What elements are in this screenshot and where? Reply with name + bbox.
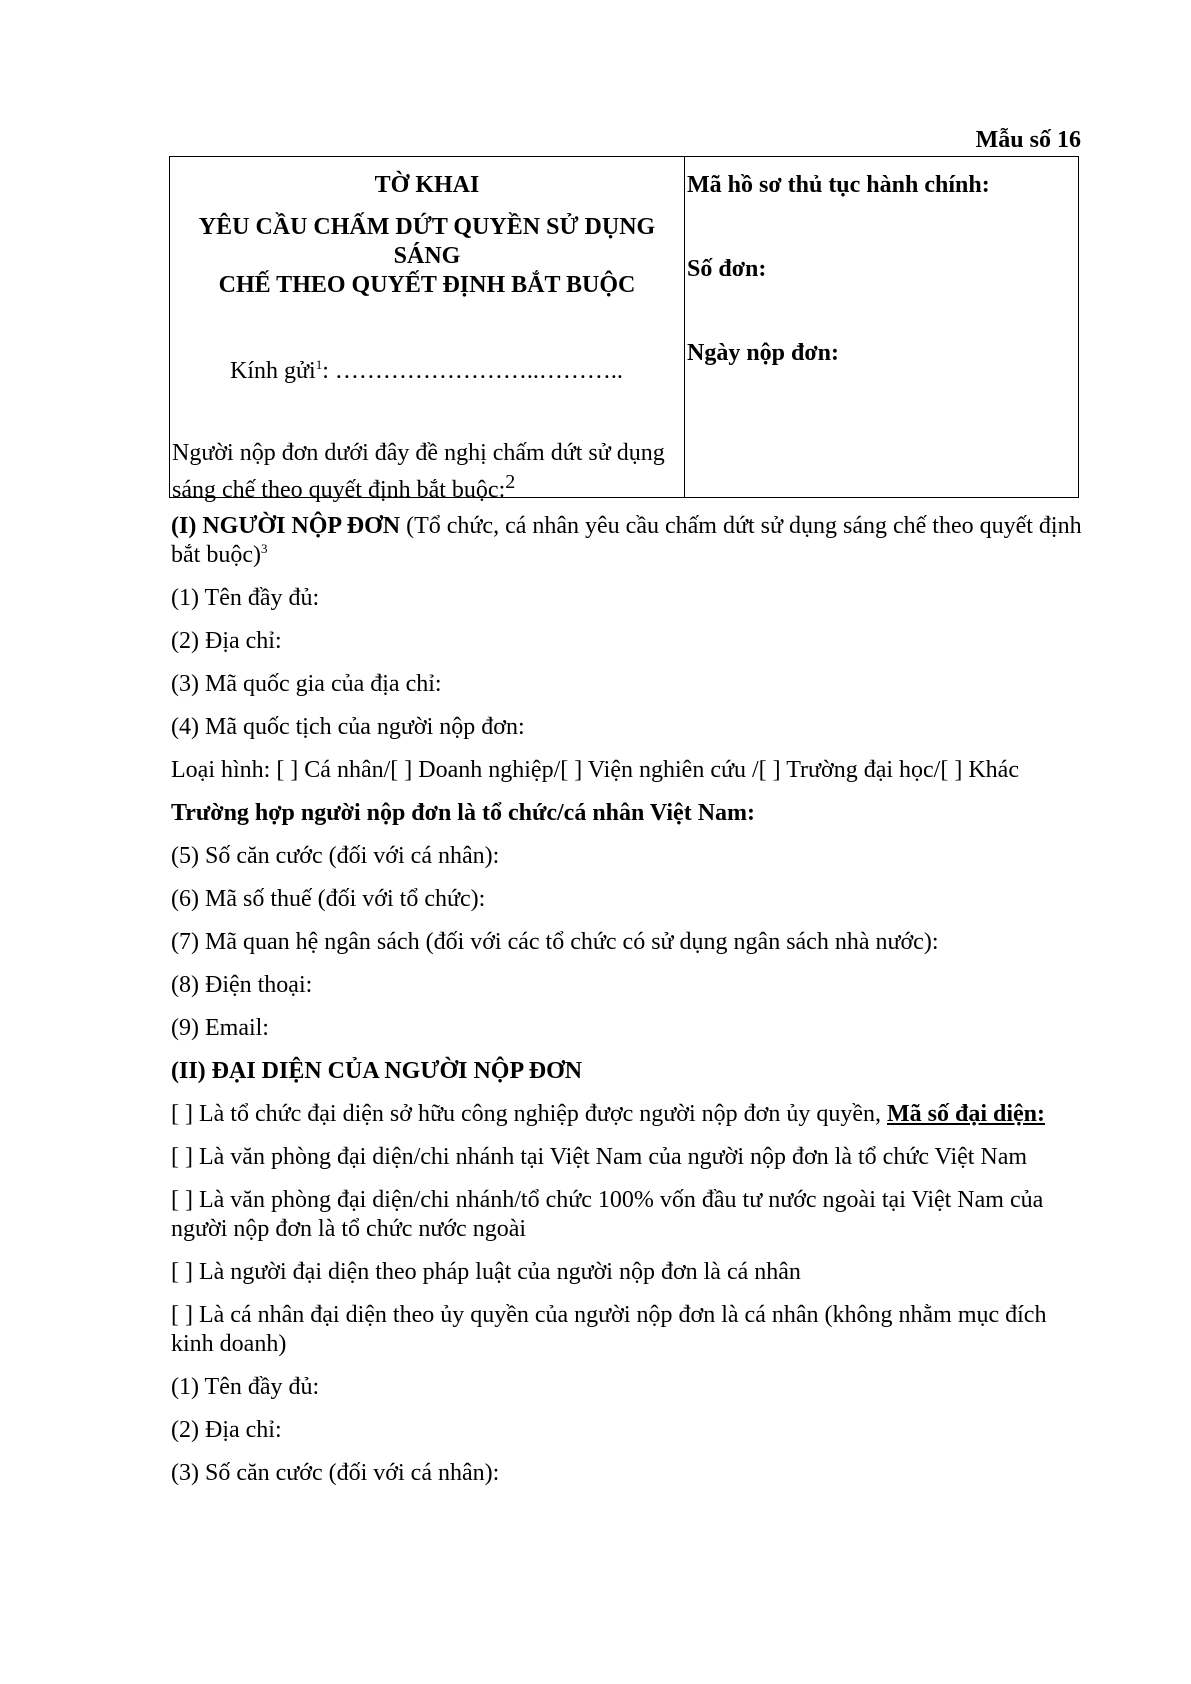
applicant-field: (6) Mã số thuế (đối với tổ chức): <box>171 886 486 912</box>
representative-option: [ ] Là văn phòng đại diện/chi nhánh tại Việt Nam của người nộp đơn là tổ chức Việt Nam <box>171 1144 1028 1170</box>
form-subtitle <box>170 213 684 300</box>
form-subtitle-line: YÊU CẦU CHẤM DỨT QUYỀN SỬ DỤNG <box>198 214 656 240</box>
form-subtitle-line: CHẾ THEO QUYẾT ĐỊNH BẮT BUỘC <box>218 272 636 298</box>
representative-option: [ ] Là văn phòng đại diện/chi nhánh/tổ chức 100% vốn đầu tư nước ngoài tại Việt Nam của người nộp đơn là tổ chức nước ngoài <box>171 1187 1044 1242</box>
form-subtitle-line: SÁNG <box>393 243 461 269</box>
applicant-field: (7) Mã quan hệ ngân sách (đối với các tổ chức có sử dụng ngân sách nhà nước): <box>171 929 939 955</box>
section-representative-heading: (II) ĐẠI DIỆN CỦA NGƯỜI NỘP ĐƠN <box>171 1058 583 1084</box>
applicant-field: (4) Mã quốc tịch của người nộp đơn: <box>171 714 525 740</box>
form-number: Mẫu số 16 <box>975 127 1081 153</box>
footnote-marker: 3 <box>260 541 268 556</box>
header-left-cell <box>170 157 685 503</box>
form-title: TỜ KHAI <box>374 172 480 198</box>
request-statement: Người nộp đơn dưới đây đề nghị chấm dứt sử dụng sáng chế theo quyết định bắt buộc:$^2$ <box>172 440 665 503</box>
representative-option: [ ] Là cá nhân đại diện theo ủy quyền của người nộp đơn là cá nhân (không nhằm mục đích kinh doanh) <box>171 1302 1047 1357</box>
form-body <box>171 512 1091 1502</box>
application-number-label: Số đơn: <box>687 256 767 282</box>
footnote-marker: 1 <box>315 357 323 372</box>
section-applicant-heading: (I) NGƯỜI NỘP ĐƠN (Tổ chức, cá nhân yêu cầu chấm dứt sử dụng sáng chế theo quyết định bắt buộc)$^3$ <box>171 513 1082 568</box>
addressee-line <box>230 357 623 385</box>
representative-field: (2) Địa chỉ: <box>171 1417 282 1443</box>
applicant-field: (8) Điện thoại: <box>171 972 313 998</box>
admin-code-label: Mã hồ sơ thủ tục hành chính: <box>687 172 990 198</box>
representative-field: (1) Tên đầy đủ: <box>171 1374 320 1400</box>
representative-field: (3) Số căn cước (đối với cá nhân): <box>171 1460 500 1486</box>
representative-option: [ ] Là tổ chức đại diện sở hữu công nghiệp được người nộp đơn ủy quyền, Mã số đại diện: <box>171 1101 1046 1127</box>
header-right-cell <box>685 157 1078 497</box>
representative-option: [ ] Là người đại diện theo pháp luật của người nộp đơn là cá nhân <box>171 1259 801 1285</box>
applicant-type-line: Loại hình: [ ] Cá nhân/[ ] Doanh nghiệp/[ ] Viện nghiên cứu /[ ] Trường đại học/[ ] Khác <box>171 757 1019 783</box>
filing-date-label: Ngày nộp đơn: <box>687 340 840 366</box>
applicant-field: (1) Tên đầy đủ: <box>171 585 320 611</box>
addressee-label: Kính gửi <box>230 358 316 384</box>
applicant-field: (5) Số căn cước (đối với cá nhân): <box>171 843 500 869</box>
addressee-dots: : ……………………..……….. <box>322 358 623 384</box>
representative-code-label: Mã số đại diện: <box>887 1101 1046 1127</box>
applicant-field: (9) Email: <box>171 1015 269 1041</box>
vn-applicant-heading: Trường hợp người nộp đơn là tổ chức/cá nhân Việt Nam: <box>171 800 756 826</box>
footnote-marker: 2 <box>505 471 516 493</box>
applicant-field: (2) Địa chỉ: <box>171 628 282 654</box>
header-box <box>169 156 1079 503</box>
applicant-field: (3) Mã quốc gia của địa chỉ: <box>171 671 442 697</box>
